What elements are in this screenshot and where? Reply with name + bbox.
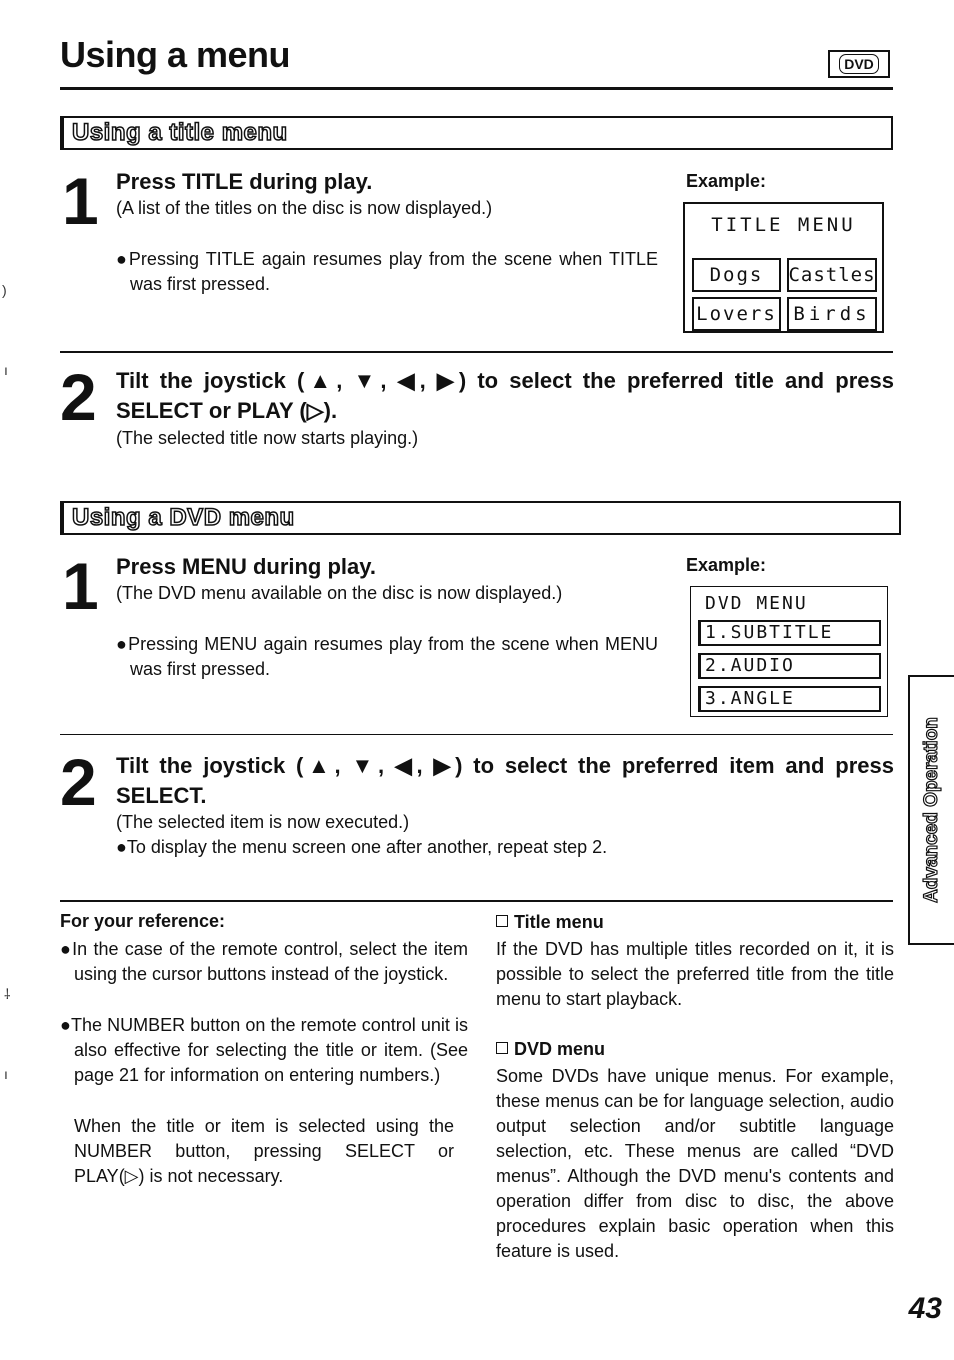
scan-mark: ı	[4, 362, 8, 378]
square-icon	[496, 1042, 508, 1054]
menu-bar: 3.ANGLE	[698, 686, 881, 712]
menu-cell: Lovers	[692, 297, 781, 331]
section-header-label: Using a DVD menu	[72, 504, 295, 531]
section-header-label: Using a title menu	[72, 119, 288, 146]
step-heading: Press MENU during play.	[116, 554, 376, 579]
step-bullet: ●To display the menu screen one after another, repeat step 2.	[116, 837, 608, 857]
step-number: 2	[60, 360, 97, 434]
note-text: Some DVDs have unique menus. For example, these menus can be for language selection, audio output selection and/or subtitle language selection, etc. These menus are called “DVD menus”. Although the DVD menu's contents and operation differ from disc to disc, the above procedures explain basic operation when this feature is used.	[496, 1066, 894, 1261]
note-heading-text: DVD menu	[514, 1039, 606, 1059]
scan-mark: ı	[4, 1066, 8, 1082]
divider	[60, 734, 893, 735]
square-icon	[496, 915, 508, 927]
example-label: Example:	[686, 171, 767, 191]
reference-bullet: ●The NUMBER button on the remote control unit is also effective for selecting the title or item. (See page 21 for information on entering numbers.)	[60, 1015, 468, 1085]
step-number: 1	[62, 164, 99, 238]
section-header-dvd-menu	[60, 501, 901, 535]
step-subtext: (A list of the titles on the disc is now displayed.)	[116, 198, 493, 218]
example-label: Example:	[686, 555, 767, 575]
note-heading-title-menu	[496, 912, 604, 933]
scan-mark: ⸸	[4, 986, 11, 1002]
step-subtext: (The DVD menu available on the disc is now displayed.)	[116, 583, 563, 603]
title-menu-example	[683, 202, 884, 333]
step-bullet: ●Pressing MENU again resumes play from the scene when MENU was first pressed.	[116, 634, 658, 679]
step-subtext: (The selected item is now executed.)	[116, 812, 410, 832]
menu-cell: Dogs	[692, 258, 781, 292]
menu-cell: Birds	[787, 297, 877, 331]
reference-continuation: When the title or item is selected using the NUMBER button, pressing SELECT or PLAY(▷) is not necessary.	[74, 1116, 454, 1186]
title-menu-label: TITLE MENU	[711, 214, 856, 236]
step-number: 1	[62, 549, 99, 623]
step-bullet: ●Pressing TITLE again resumes play from the scene when TITLE was first pressed.	[116, 249, 658, 294]
page-number: 43	[908, 1292, 942, 1325]
reference-title: For your reference:	[60, 911, 226, 931]
scan-mark: )	[2, 282, 7, 298]
step-subtext: (The selected title now starts playing.)	[116, 428, 419, 448]
step-heading: Tilt the joystick (▲, ▼, ◀, ▶) to select the preferred title and press SELECT or PLAY (▷).	[116, 368, 894, 423]
dvd-menu-label: DVD MENU	[705, 593, 808, 614]
step-heading: Tilt the joystick (▲, ▼, ◀, ▶) to select the preferred item and press SELECT.	[116, 753, 894, 808]
side-tab	[908, 675, 954, 945]
menu-bar: 1.SUBTITLE	[698, 620, 881, 646]
note-text: If the DVD has multiple titles recorded on it, it is possible to select the preferred title from the title menu to start playback.	[496, 939, 894, 1009]
divider	[60, 351, 893, 353]
note-heading-text: Title menu	[514, 912, 604, 932]
divider	[60, 900, 893, 902]
dvd-logo-text: DVD	[839, 54, 879, 74]
dvd-logo	[828, 50, 890, 78]
step-number: 2	[60, 745, 97, 819]
menu-bar: 2.AUDIO	[698, 653, 881, 679]
title-rule	[60, 87, 893, 90]
dvd-menu-example	[690, 586, 888, 717]
side-tab-label: Advanced Operation	[921, 717, 942, 903]
menu-cell: Castles	[787, 258, 877, 292]
step-heading: Press TITLE during play.	[116, 169, 373, 194]
page-title: Using a menu	[60, 34, 291, 75]
reference-bullet: ●In the case of the remote control, select the item using the cursor buttons instead of the joystick.	[60, 939, 468, 984]
note-heading-dvd-menu	[496, 1039, 605, 1060]
section-header-title-menu	[60, 116, 893, 150]
